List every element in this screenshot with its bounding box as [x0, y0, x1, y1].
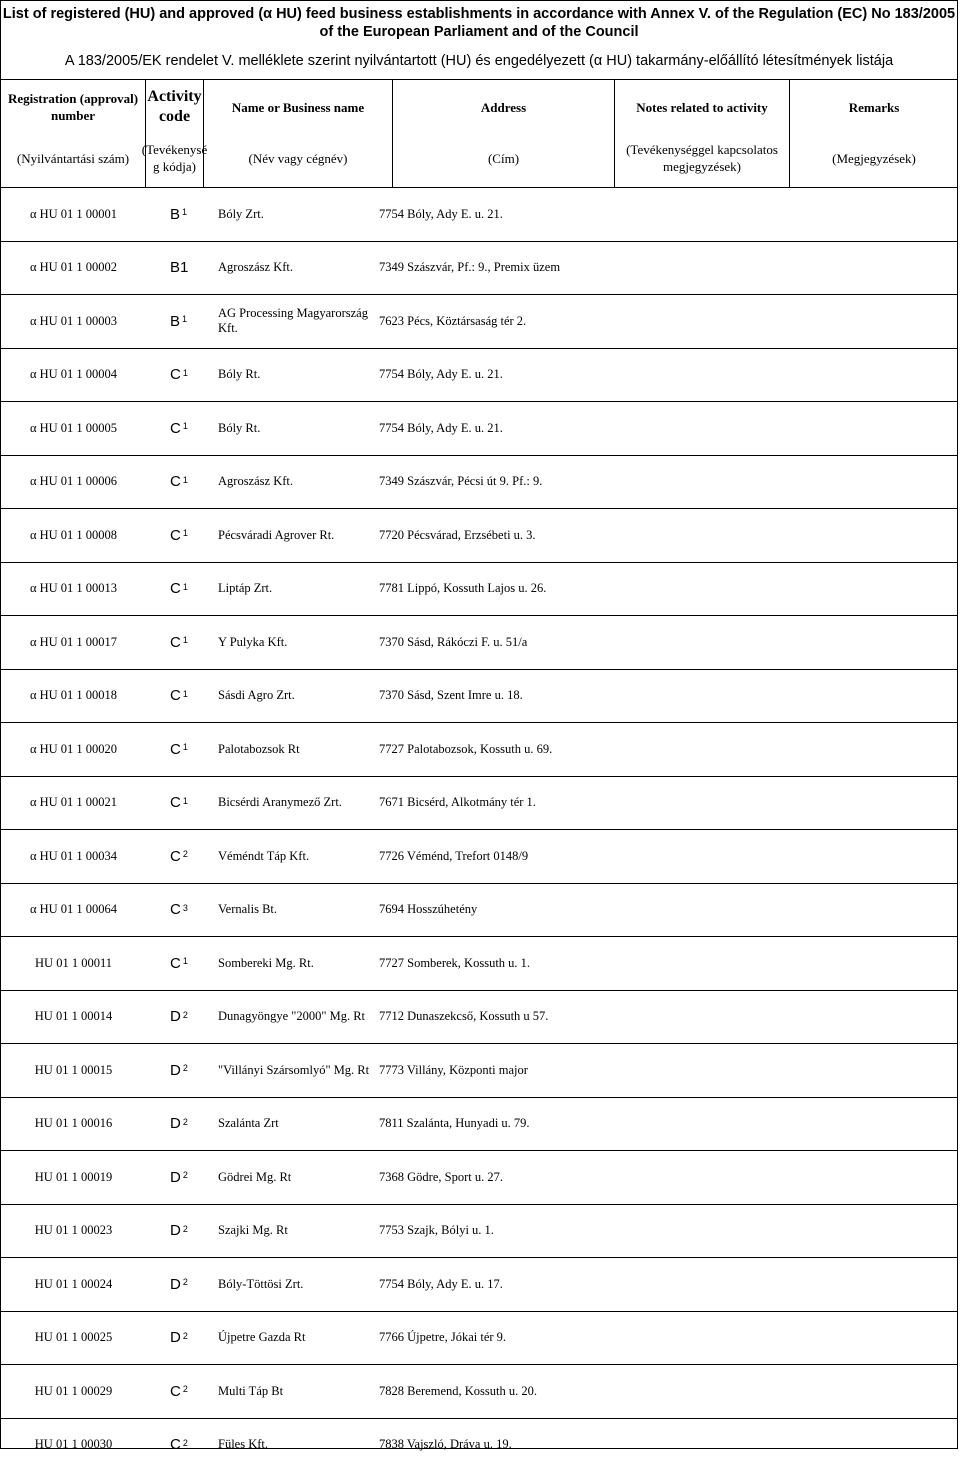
address: 7727 Somberek, Kossuth u. 1. [379, 937, 601, 990]
activity-code [146, 456, 204, 509]
registration-number: α HU 01 1 00064 [1, 884, 146, 937]
table-row [1, 1258, 957, 1312]
notes-remarks [601, 242, 959, 295]
notes-remarks [601, 349, 959, 402]
activity-code [146, 1312, 204, 1365]
activity-code-superscript: 1 [183, 956, 188, 966]
table-row [1, 242, 957, 296]
business-name: Bóly-Töttösi Zrt. [204, 1258, 379, 1311]
address: 7671 Bicsérd, Alkotmány tér 1. [379, 777, 601, 830]
registration-number: α HU 01 1 00005 [1, 402, 146, 455]
table-row [1, 991, 957, 1045]
address: 7754 Bóly, Ady E. u. 21. [379, 349, 601, 402]
registration-number: α HU 01 1 00003 [1, 295, 146, 348]
registration-number: HU 01 1 00019 [1, 1151, 146, 1204]
registration-number: α HU 01 1 00017 [1, 616, 146, 669]
notes-remarks [601, 295, 959, 348]
address: 7754 Bóly, Ady E. u. 17. [379, 1258, 601, 1311]
business-name: Pécsváradi Agrover Rt. [204, 509, 379, 562]
activity-code-superscript: 1 [183, 528, 188, 538]
registration-number: α HU 01 1 00004 [1, 349, 146, 402]
header-name-hu: (Név vagy cégnév) [204, 132, 392, 184]
activity-code-superscript: 2 [183, 1010, 188, 1020]
activity-code-superscript: 2 [183, 1277, 188, 1287]
notes-remarks [601, 1258, 959, 1311]
address: 7712 Dunaszekcső, Kossuth u 57. [379, 991, 601, 1044]
activity-code-superscript: 1 [183, 475, 188, 485]
business-name: Agroszász Kft. [204, 242, 379, 295]
activity-code-letter: C [170, 1436, 181, 1453]
address: 7838 Vajszló, Dráva u. 19. [379, 1419, 601, 1471]
registration-number: α HU 01 1 00008 [1, 509, 146, 562]
address: 7726 Véménd, Trefort 0148/9 [379, 830, 601, 883]
table-row [1, 188, 957, 242]
registration-number: HU 01 1 00030 [1, 1419, 146, 1471]
business-name: Füles Kft. [204, 1419, 379, 1471]
header-remarks [790, 80, 958, 187]
header-name-en: Name or Business name [204, 80, 392, 134]
business-name: Szajki Mg. Rt [204, 1205, 379, 1258]
notes-remarks [601, 1098, 959, 1151]
registration-number: HU 01 1 00016 [1, 1098, 146, 1151]
activity-code [146, 1044, 204, 1097]
registration-number: α HU 01 1 00018 [1, 670, 146, 723]
notes-remarks [601, 1419, 959, 1471]
notes-remarks [601, 1205, 959, 1258]
activity-code [146, 402, 204, 455]
table-row [1, 456, 957, 510]
header-registration-en: Registration (approval) number [1, 80, 145, 134]
activity-code-letter: C [170, 527, 181, 544]
table-row [1, 1419, 957, 1471]
registration-number: HU 01 1 00025 [1, 1312, 146, 1365]
table-row [1, 884, 957, 938]
activity-code-superscript: 2 [183, 1331, 188, 1341]
table-row [1, 937, 957, 991]
header-remarks-en: Remarks [790, 80, 958, 134]
activity-code-letter: C [170, 473, 181, 490]
activity-code-letter: C [170, 794, 181, 811]
header-notes-hu: (Tevékenységgel kapcsolatos megjegyzések) [615, 132, 789, 184]
activity-code-superscript: 1 [183, 582, 188, 592]
registration-number: HU 01 1 00023 [1, 1205, 146, 1258]
activity-code-letter: B1 [170, 259, 188, 276]
activity-code-letter: C [170, 848, 181, 865]
registration-number: HU 01 1 00024 [1, 1258, 146, 1311]
registration-number: α HU 01 1 00034 [1, 830, 146, 883]
business-name: Palotabozsok Rt [204, 723, 379, 776]
business-name: Sásdi Agro Zrt. [204, 670, 379, 723]
activity-code [146, 1205, 204, 1258]
registration-number: α HU 01 1 00001 [1, 188, 146, 241]
header-activity-code-en: Activity code [146, 80, 203, 134]
notes-remarks [601, 616, 959, 669]
business-name: Újpetre Gazda Rt [204, 1312, 379, 1365]
table-body [1, 188, 957, 1471]
registration-number: α HU 01 1 00006 [1, 456, 146, 509]
business-name: Gödrei Mg. Rt [204, 1151, 379, 1204]
table-row [1, 1365, 957, 1419]
business-name: Sombereki Mg. Rt. [204, 937, 379, 990]
activity-code-superscript: 2 [183, 1224, 188, 1234]
notes-remarks [601, 509, 959, 562]
business-name: Bóly Zrt. [204, 188, 379, 241]
address: 7623 Pécs, Köztársaság tér 2. [379, 295, 601, 348]
activity-code-superscript: 1 [183, 635, 188, 645]
header-activity-code-hu: (Tevékenysé g kódja) [146, 132, 203, 184]
activity-code-letter: B [170, 206, 180, 223]
activity-code [146, 1419, 204, 1471]
activity-code-letter: D [170, 1222, 181, 1239]
table-row [1, 563, 957, 617]
header-notes [615, 80, 790, 187]
notes-remarks [601, 1312, 959, 1365]
address: 7766 Újpetre, Jókai tér 9. [379, 1312, 601, 1365]
table-row [1, 777, 957, 831]
activity-code-letter: D [170, 1169, 181, 1186]
activity-code [146, 1365, 204, 1418]
activity-code-superscript: 1 [183, 796, 188, 806]
header-address-en: Address [393, 80, 614, 134]
registration-number: HU 01 1 00011 [1, 937, 146, 990]
activity-code-letter: B [170, 313, 180, 330]
business-name: "Villányi Szársomlyó" Mg. Rt [204, 1044, 379, 1097]
table-row [1, 349, 957, 403]
table-row [1, 1151, 957, 1205]
activity-code-letter: C [170, 955, 181, 972]
header-name [204, 80, 393, 187]
activity-code-superscript: 1 [182, 207, 187, 217]
activity-code-letter: D [170, 1329, 181, 1346]
notes-remarks [601, 563, 959, 616]
business-name: Bóly Rt. [204, 349, 379, 402]
activity-code-letter: C [170, 741, 181, 758]
activity-code-superscript: 3 [183, 903, 188, 913]
activity-code-letter: D [170, 1276, 181, 1293]
activity-code-letter: C [170, 687, 181, 704]
business-name: Vernalis Bt. [204, 884, 379, 937]
activity-code [146, 563, 204, 616]
header-remarks-hu: (Megjegyzések) [790, 132, 958, 184]
activity-code-superscript: 2 [183, 1063, 188, 1073]
notes-remarks [601, 884, 959, 937]
business-name: Bicsérdi Aranymező Zrt. [204, 777, 379, 830]
notes-remarks [601, 991, 959, 1044]
activity-code [146, 1258, 204, 1311]
notes-remarks [601, 1151, 959, 1204]
address: 7754 Bóly, Ady E. u. 21. [379, 188, 601, 241]
title-english: List of registered (HU) and approved (α HU) feed business establishments in accordance with Annex V. of the Regulation (EC) No 183/2005 of the European Parliament and of the Council [1, 1, 957, 41]
activity-code [146, 1151, 204, 1204]
registration-number: HU 01 1 00014 [1, 991, 146, 1044]
registration-number: α HU 01 1 00020 [1, 723, 146, 776]
business-name: Y Pulyka Kft. [204, 616, 379, 669]
activity-code-letter: C [170, 366, 181, 383]
registration-number: HU 01 1 00029 [1, 1365, 146, 1418]
notes-remarks [601, 456, 959, 509]
activity-code-superscript: 1 [182, 314, 187, 324]
notes-remarks [601, 402, 959, 455]
activity-code-superscript: 2 [183, 1117, 188, 1127]
notes-remarks [601, 670, 959, 723]
address: 7753 Szajk, Bólyi u. 1. [379, 1205, 601, 1258]
business-name: Liptáp Zrt. [204, 563, 379, 616]
business-name: AG Processing Magyarország Kft. [204, 295, 379, 348]
activity-code-superscript: 1 [183, 421, 188, 431]
table-row [1, 402, 957, 456]
activity-code-superscript: 1 [183, 689, 188, 699]
address: 7370 Sásd, Rákóczi F. u. 51/a [379, 616, 601, 669]
header-registration-hu: (Nyilvántartási szám) [1, 132, 145, 184]
business-name: Szalánta Zrt [204, 1098, 379, 1151]
activity-code-superscript: 2 [183, 1438, 188, 1448]
activity-code [146, 242, 204, 295]
registration-number: α HU 01 1 00013 [1, 563, 146, 616]
address: 7754 Bóly, Ady E. u. 21. [379, 402, 601, 455]
activity-code [146, 830, 204, 883]
business-name: Bóly Rt. [204, 402, 379, 455]
activity-code-letter: D [170, 1008, 181, 1025]
table-row [1, 830, 957, 884]
business-name: Dunagyöngye "2000" Mg. Rt [204, 991, 379, 1044]
table-row [1, 1205, 957, 1259]
activity-code [146, 670, 204, 723]
table-row [1, 1098, 957, 1152]
activity-code [146, 937, 204, 990]
notes-remarks [601, 937, 959, 990]
address: 7727 Palotabozsok, Kossuth u. 69. [379, 723, 601, 776]
activity-code [146, 723, 204, 776]
address: 7694 Hosszúhetény [379, 884, 601, 937]
notes-remarks [601, 1365, 959, 1418]
header-activity-code [146, 80, 204, 187]
address: 7773 Villány, Központi major [379, 1044, 601, 1097]
registration-number: HU 01 1 00015 [1, 1044, 146, 1097]
notes-remarks [601, 723, 959, 776]
activity-code-letter: D [170, 1062, 181, 1079]
business-name: Véméndt Táp Kft. [204, 830, 379, 883]
address: 7368 Gödre, Sport u. 27. [379, 1151, 601, 1204]
notes-remarks [601, 777, 959, 830]
activity-code [146, 991, 204, 1044]
address: 7720 Pécsvárad, Erzsébeti u. 3. [379, 509, 601, 562]
business-name: Multi Táp Bt [204, 1365, 379, 1418]
activity-code-letter: C [170, 634, 181, 651]
table-row [1, 1044, 957, 1098]
activity-code-letter: C [170, 580, 181, 597]
registration-number: α HU 01 1 00002 [1, 242, 146, 295]
activity-code-superscript: 2 [183, 1170, 188, 1180]
header-address-hu: (Cím) [393, 132, 614, 184]
header-notes-en: Notes related to activity [615, 80, 789, 134]
table-row [1, 723, 957, 777]
activity-code [146, 616, 204, 669]
table-row [1, 509, 957, 563]
activity-code [146, 349, 204, 402]
address: 7370 Sásd, Szent Imre u. 18. [379, 670, 601, 723]
header-address [393, 80, 615, 187]
activity-code-superscript: 1 [183, 742, 188, 752]
business-name: Agroszász Kft. [204, 456, 379, 509]
notes-remarks [601, 188, 959, 241]
activity-code-superscript: 2 [183, 849, 188, 859]
activity-code-letter: D [170, 1115, 181, 1132]
activity-code [146, 509, 204, 562]
header-registration [1, 80, 146, 187]
activity-code [146, 777, 204, 830]
address: 7781 Lippó, Kossuth Lajos u. 26. [379, 563, 601, 616]
table-row [1, 670, 957, 724]
activity-code-letter: C [170, 901, 181, 918]
title-hungarian: A 183/2005/EK rendelet V. melléklete szerint nyilvántartott (HU) és engedélyezett (α HU) takarmány-előállító létesítmények listája [1, 41, 957, 80]
notes-remarks [601, 830, 959, 883]
address: 7828 Beremend, Kossuth u. 20. [379, 1365, 601, 1418]
address: 7811 Szalánta, Hunyadi u. 79. [379, 1098, 601, 1151]
activity-code [146, 1098, 204, 1151]
address: 7349 Szászvár, Pf.: 9., Premix üzem [379, 242, 601, 295]
address: 7349 Szászvár, Pécsi út 9. Pf.: 9. [379, 456, 601, 509]
table-row [1, 295, 957, 349]
table-row [1, 616, 957, 670]
activity-code-superscript: 1 [183, 368, 188, 378]
table-row [1, 1312, 957, 1366]
activity-code-superscript: 2 [183, 1384, 188, 1394]
notes-remarks [601, 1044, 959, 1097]
activity-code-letter: C [170, 420, 181, 437]
table-header [1, 80, 957, 188]
activity-code [146, 188, 204, 241]
activity-code-letter: C [170, 1383, 181, 1400]
activity-code [146, 295, 204, 348]
activity-code [146, 884, 204, 937]
registration-number: α HU 01 1 00021 [1, 777, 146, 830]
